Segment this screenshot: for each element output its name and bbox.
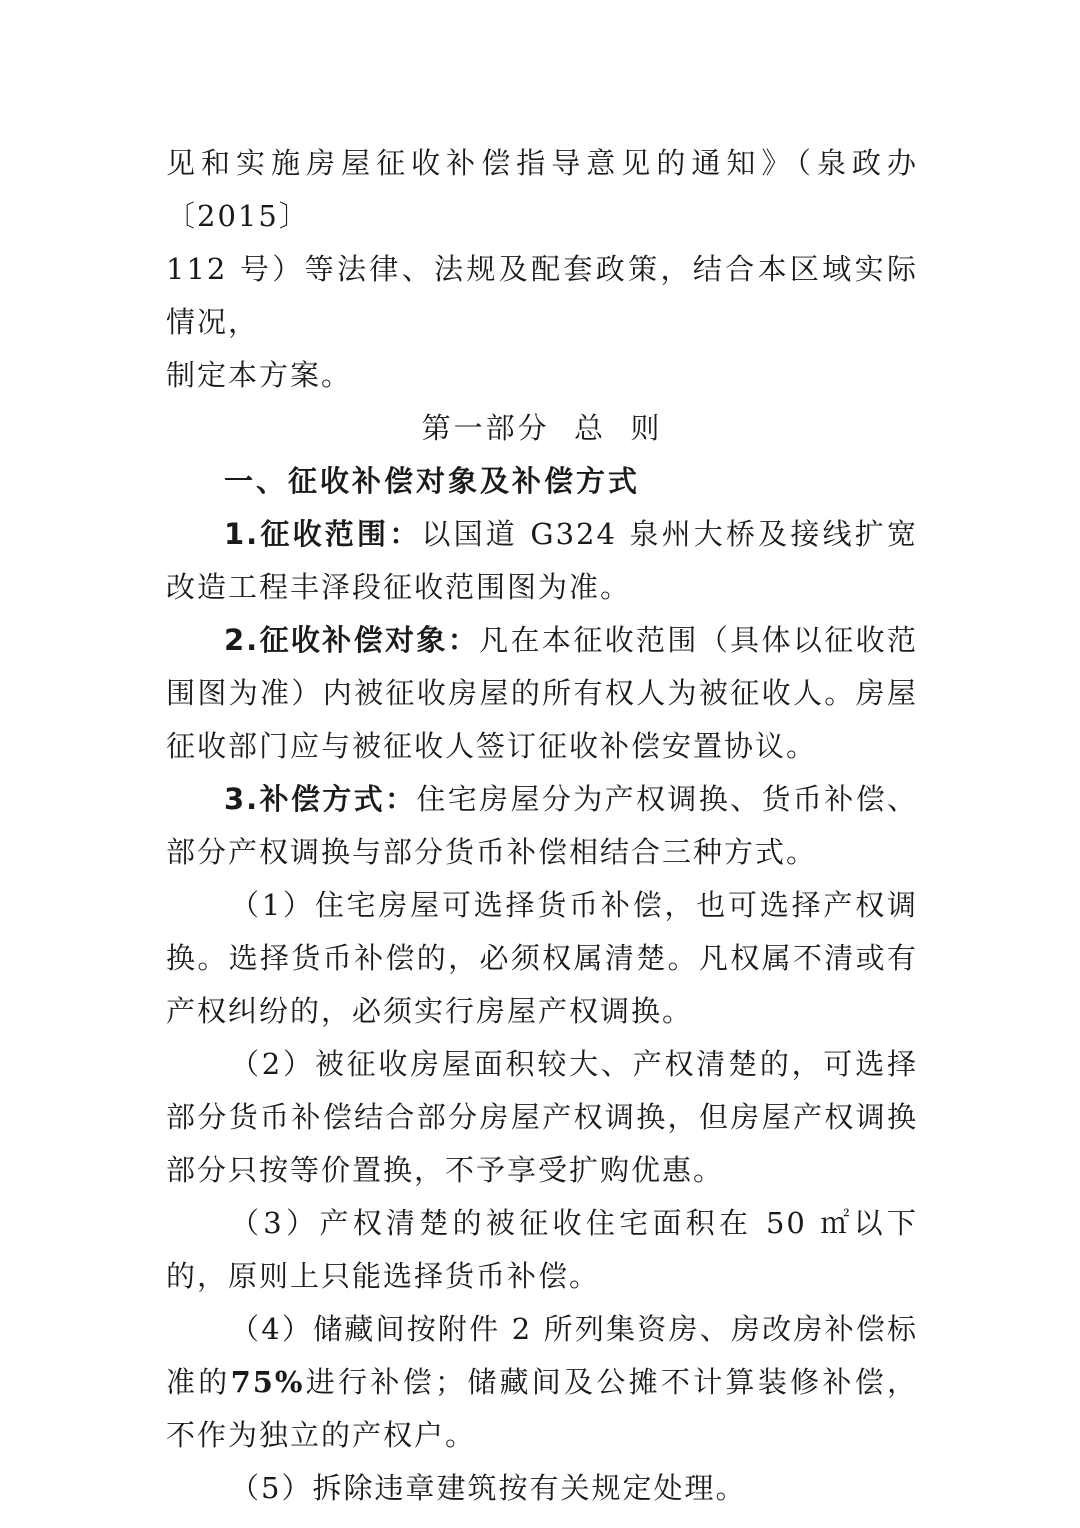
section-title: 一、征收补偿对象及补偿方式	[224, 464, 641, 498]
item-2-paragraph	[166, 614, 918, 773]
intro-line-2: 112 号）等法律、法规及配套政策，结合本区域实际情况，	[166, 252, 918, 339]
sub-item-5: （5）拆除违章建筑按有关规定处理。	[230, 1471, 747, 1505]
item-2-lead: 2.征收补偿对象：	[224, 623, 480, 657]
sub-item-2: （2）被征收房屋面积较大、产权清楚的，可选择部分货币补偿结合部分房屋产权调换，但房屋产权调换部分只按等价置换，不予享受扩购优惠。	[166, 1047, 918, 1187]
part-title: 第一部分 总 则	[421, 411, 663, 445]
item-3-lead: 3.补偿方式：	[224, 782, 417, 816]
sub-item-4-percent: 75%	[230, 1365, 305, 1399]
intro-line-1: 见和实施房屋征收补偿指导意见的通知》（泉政办〔2015〕	[166, 146, 918, 233]
sub-item-4-before: （4）储藏间按附件 2 所列集资房、房改房补偿标准的	[166, 1312, 918, 1399]
item-2-text: 凡在本征收范围（具体以征收范围图为准）内被征收房屋的所有权人为被征收人。房屋征收部门应与被征收人签订征收补偿安置协议。	[166, 623, 918, 763]
item-3-paragraph	[166, 773, 918, 879]
sub-item-1: （1）住宅房屋可选择货币补偿，也可选择产权调换。选择货币补偿的，必须权属清楚。凡权属不清或有产权纠纷的，必须实行房屋产权调换。	[166, 888, 918, 1028]
item-1-paragraph	[166, 508, 918, 614]
sub-item-4	[166, 1303, 918, 1462]
sub-item-3: （3）产权清楚的被征收住宅面积在 50 ㎡以下的，原则上只能选择货币补偿。	[166, 1206, 918, 1293]
document-body	[166, 137, 918, 1515]
item-1-text: 以国道 G324 泉州大桥及接线扩宽改造工程丰泽段征收范围图为准。	[166, 517, 918, 604]
item-1-lead: 1.征收范围：	[224, 517, 422, 551]
intro-line-3: 制定本方案。	[166, 358, 353, 392]
item-3-text: 住宅房屋分为产权调换、货币补偿、部分产权调换与部分货币补偿相结合三种方式。	[166, 782, 918, 869]
sub-item-4-after: 进行补偿；储藏间及公摊不计算装修补偿，不作为独立的产权户。	[166, 1365, 918, 1452]
